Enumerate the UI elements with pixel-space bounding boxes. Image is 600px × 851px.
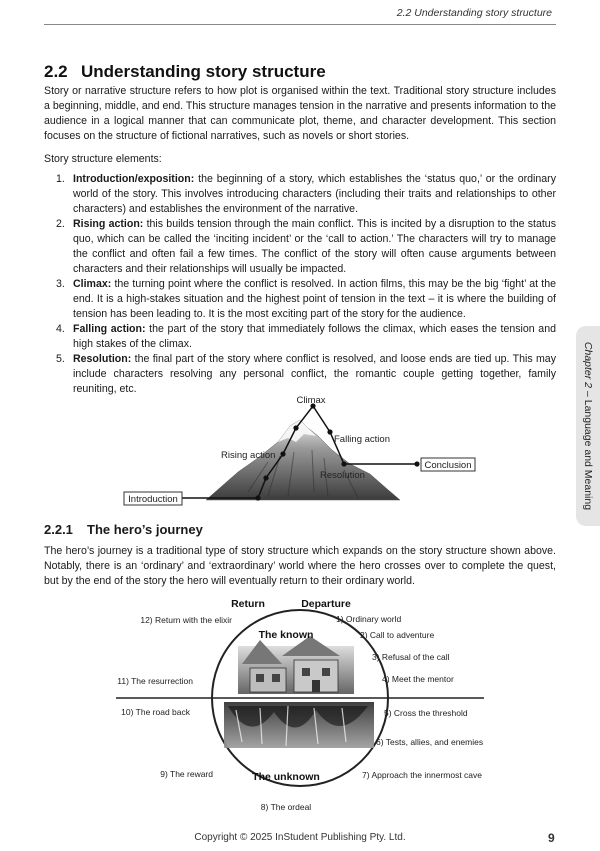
plot-point [341,461,346,466]
plot-point [327,429,332,434]
introduction-label: Introduction [128,494,178,505]
subsection-title: The hero’s journey [87,522,203,537]
unknown-label: The unknown [252,771,320,783]
copyright-notice: Copyright © 2025 InStudent Publishing Pty. Ltd. [194,832,406,843]
item-text: this builds tension through the main conflict. This is incited by a disruption to the status quo, which can be called the ‘inciting incident’ or the ‘call to action.’ The characters will try to manage the conflict and often fail a few times. The conflict of the story will often cause arguments between characters and their relationships will usually be impacted. [73,218,556,275]
item-text: the beginning of a story, which establishes the ‘status quo,’ or the ordinary world of the story. This involves introducing characters (including their traits and relationships to other characters) and establishes the environment of the narrative. [73,173,556,215]
step-3-label: 3) Refusal of the call [372,652,450,662]
plot-point [255,495,260,500]
side-tab-sep: – [582,388,594,400]
conclusion-label: Conclusion [424,460,472,471]
item-term: Climax: [73,278,112,290]
step-5-label: 5) Cross the threshold [384,708,468,718]
item-number: 3. [56,278,65,290]
item-number: 2. [56,218,65,230]
list-item [56,217,556,277]
step-6-label: 6) Tests, allies, and enemies [376,737,484,747]
chapter-side-tab[interactable] [576,326,600,526]
item-term: Rising action: [73,218,144,230]
section-title: Understanding story structure [81,62,326,81]
side-tab-chapter: Chapter 2 [582,341,594,389]
list-item [56,172,556,217]
page-number: 9 [548,831,555,845]
house-illustration [238,636,354,694]
section-heading [44,62,326,82]
step-10-label: 10) The road back [121,707,190,717]
side-tab-title: Language and Meaning [582,399,594,511]
subsection-heading [44,522,203,537]
climax-label: Climax [296,395,326,406]
item-term: Falling action: [73,323,146,335]
item-term: Introduction/exposition: [73,173,195,185]
story-elements-list [56,172,556,397]
resolution-label: Resolution [320,470,365,481]
plot-point [293,425,298,430]
step-8-label: 8) The ordeal [260,802,312,812]
step-4-label: 4) Meet the mentor [382,674,454,684]
item-number: 5. [56,353,65,365]
known-label: The known [258,629,314,641]
hero-journey-diagram [110,594,490,816]
plot-point [280,451,285,456]
hero-paragraph: The hero’s journey is a traditional type of story structure which expands on the story structure shown above. Notably, there is an ‘ordinary’ and ‘extraordinary’ world where the hero crosses over to complete the quest, but by the end of the story the hero will eventually return to their ordinary world. [44,545,556,587]
item-text: the turning point where the conflict is resolved. In action films, this may be the big ‘fight’ at the end. It is a high-stakes situation and the highest point of tension in the text – it is where the building of tension has been leading to. It is the most exciting part of the story for the audience. [73,278,556,320]
step-7-label: 7) Approach the innermost cave [362,770,483,780]
tree-illustration [224,702,374,748]
item-text: the final part of the story where conflict is resolved, and loose ends are tied up. This may include characters resolving any personal conflict, the romantic couple getting together, family reuniting, etc. [73,353,556,395]
running-header: 2.2 Understanding story structure [396,7,552,19]
list-item [56,277,556,322]
item-number: 4. [56,323,65,335]
plot-point [263,475,268,480]
intro-paragraph: Story or narrative structure refers to how plot is organised within the text. Traditional story structure includes a beginning, middle, and end. This structure manages tension in the narrative and presents information to the audience in a logical manner that can communicate plot, theme, and character development. This section focuses on the structure of fictional narratives, such as novels or short stories. [44,85,556,142]
elements-lead: Story structure elements: [44,153,162,165]
step-12-label: 12) Return with the elixir [140,615,232,625]
side-tab-label [582,342,594,510]
item-term: Resolution: [73,353,132,365]
step-1-label: 1) Ordinary world [336,614,402,624]
step-11-label: 11) The resurrection [117,676,193,686]
item-text: the part of the story that immediately follows the climax, which eases the tension and high stakes of the climax. [73,323,556,350]
plot-point [414,461,419,466]
return-label: Return [231,598,265,610]
list-item [56,352,556,397]
header-rule [44,24,556,25]
step-2-label: 2) Call to adventure [360,630,435,640]
rising-action-label: Rising action [221,450,276,461]
subsection-number: 2.2.1 [44,522,73,537]
step-9-label: 9) The reward [160,769,213,779]
section-number: 2.2 [44,62,68,81]
item-number: 1. [56,173,65,185]
falling-action-label: Falling action [334,434,390,445]
departure-label: Departure [301,598,351,610]
story-mountain-diagram [118,392,480,510]
list-item [56,322,556,352]
